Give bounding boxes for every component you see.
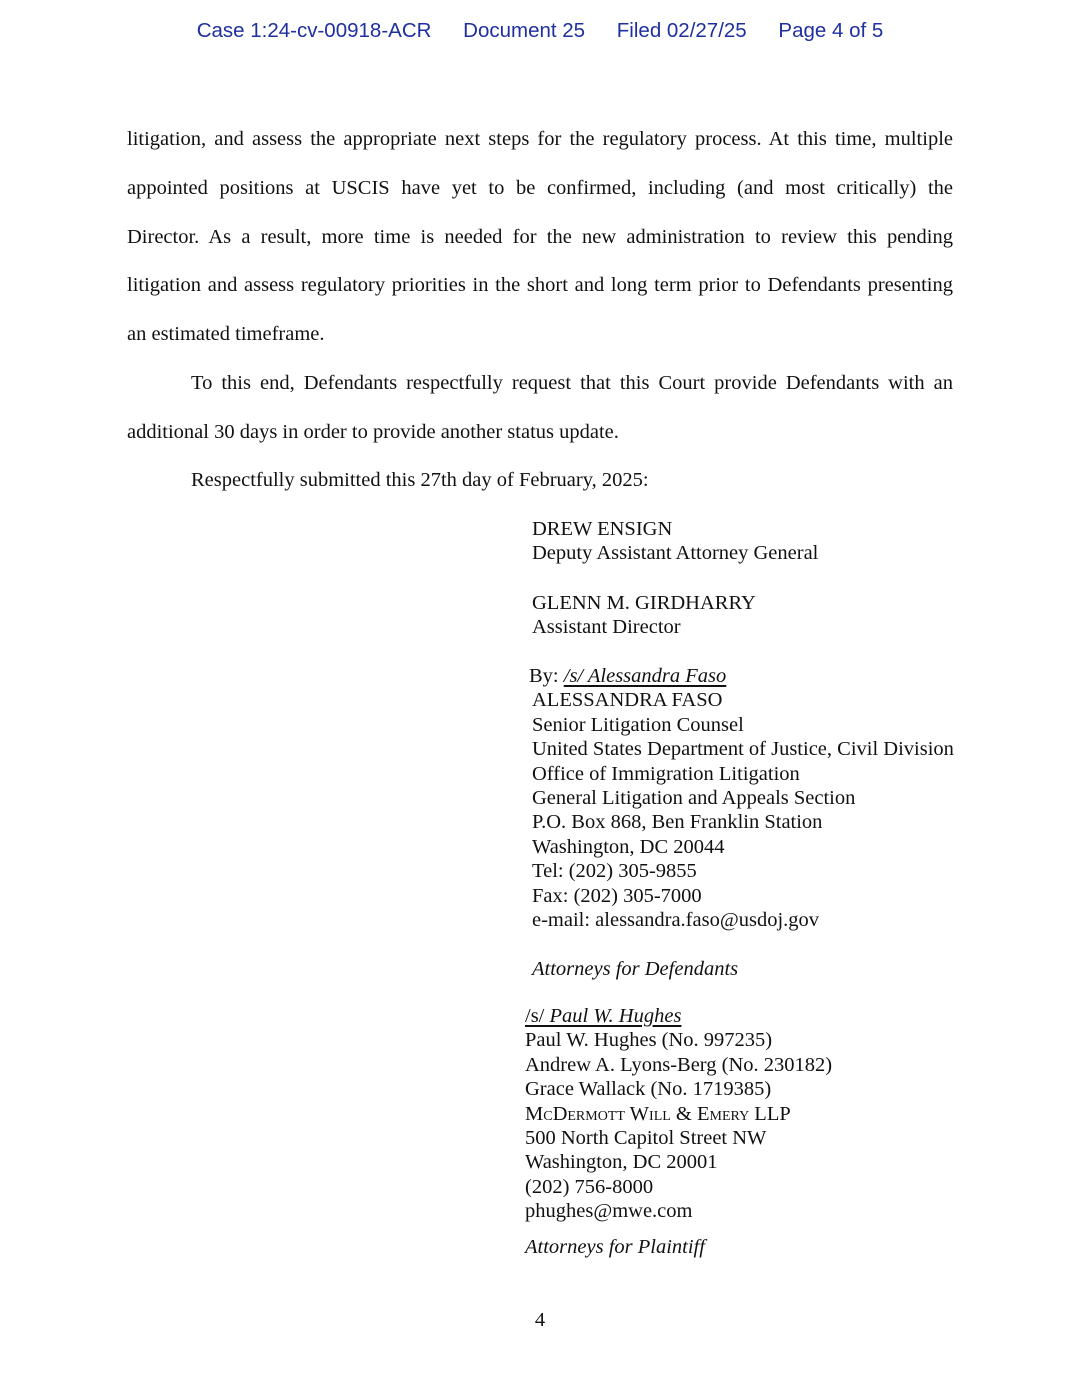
electronic-signature-line bbox=[525, 1004, 832, 1028]
case-number: Case 1:24-cv-00918-ACR bbox=[196, 19, 432, 42]
attorneys-for-defendants: Attorneys for Defendants bbox=[532, 958, 739, 980]
paragraph-line: appointed positions at USCIS have yet to be confirmed, including (and most critically) the bbox=[127, 176, 953, 199]
email-line: e-mail: alessandra.faso@usdoj.gov bbox=[532, 908, 820, 931]
paragraph-line: Director. As a result, more time is needed for the new administration to review this pending bbox=[127, 225, 953, 248]
signature-block-ensign bbox=[532, 517, 818, 566]
body-paragraph-2 bbox=[127, 359, 953, 457]
electronic-signature: /s/ Alessandra Faso bbox=[563, 665, 727, 687]
electronic-signature-line bbox=[529, 664, 954, 688]
signature-prefix: /s/ bbox=[525, 1005, 550, 1027]
paragraph-line: To this end, Defendants respectfully request that this Court provide Defendants with an bbox=[191, 372, 953, 394]
email-line: phughes@mwe.com bbox=[525, 1200, 693, 1223]
signature-block-faso bbox=[529, 664, 954, 932]
body-paragraph-1 bbox=[127, 115, 953, 359]
page-number: 4 bbox=[534, 1309, 546, 1331]
page-indicator: Page 4 of 5 bbox=[778, 19, 884, 42]
paragraph-line: litigation, and assess the appropriate next steps for the regulatory process. At this time, multiple bbox=[127, 128, 953, 150]
signature-line: Washington, DC 20001 bbox=[525, 1151, 718, 1174]
by-label: By: bbox=[529, 665, 564, 687]
signatory-name: DREW ENSIGN bbox=[532, 518, 673, 540]
signature-line: Office of Immigration Litigation bbox=[532, 762, 800, 785]
signature-block-girdharry bbox=[532, 591, 756, 640]
filed-date: Filed 02/27/25 bbox=[616, 19, 747, 42]
signatory-title: Deputy Assistant Attorney General bbox=[532, 542, 819, 565]
signature-line: P.O. Box 868, Ben Franklin Station bbox=[532, 811, 823, 834]
law-firm-name: McDermott Will & Emery LLP bbox=[525, 1102, 791, 1125]
signature-line: Paul W. Hughes (No. 997235) bbox=[525, 1029, 773, 1052]
paragraph-line: litigation and assess regulatory priorities in the short and long term prior to Defendants presenting bbox=[127, 274, 953, 297]
signatory-title: Assistant Director bbox=[532, 616, 681, 639]
signature-line: United States Department of Justice, Civil Division bbox=[532, 738, 954, 761]
signature-line: Senior Litigation Counsel bbox=[532, 713, 744, 736]
attorneys-for-plaintiff: Attorneys for Plaintiff bbox=[525, 1236, 705, 1258]
electronic-signature: Paul W. Hughes bbox=[549, 1005, 682, 1027]
signature-line: Andrew A. Lyons-Berg (No. 230182) bbox=[525, 1053, 833, 1076]
signature-line: Fax: (202) 305-7000 bbox=[532, 884, 702, 907]
paragraph-line: an estimated timeframe. bbox=[127, 323, 325, 346]
submission-statement: Respectfully submitted this 27th day of February, 2025: bbox=[191, 469, 649, 491]
signatory-name: GLENN M. GIRDHARRY bbox=[532, 592, 756, 614]
signature-line: Tel: (202) 305-9855 bbox=[532, 860, 697, 883]
signature-line: General Litigation and Appeals Section bbox=[532, 786, 856, 809]
signature-line: Grace Wallack (No. 1719385) bbox=[525, 1078, 772, 1101]
signature-line: ALESSANDRA FASO bbox=[532, 689, 723, 712]
signature-line: Washington, DC 20044 bbox=[532, 835, 725, 858]
signature-block-hughes bbox=[525, 1004, 832, 1224]
document-number: Document 25 bbox=[463, 19, 586, 42]
court-filing-header bbox=[0, 19, 1080, 43]
signature-line: (202) 756-8000 bbox=[525, 1175, 654, 1198]
paragraph-line: additional 30 days in order to provide another status update. bbox=[127, 420, 619, 443]
signature-line: 500 North Capitol Street NW bbox=[525, 1126, 767, 1149]
